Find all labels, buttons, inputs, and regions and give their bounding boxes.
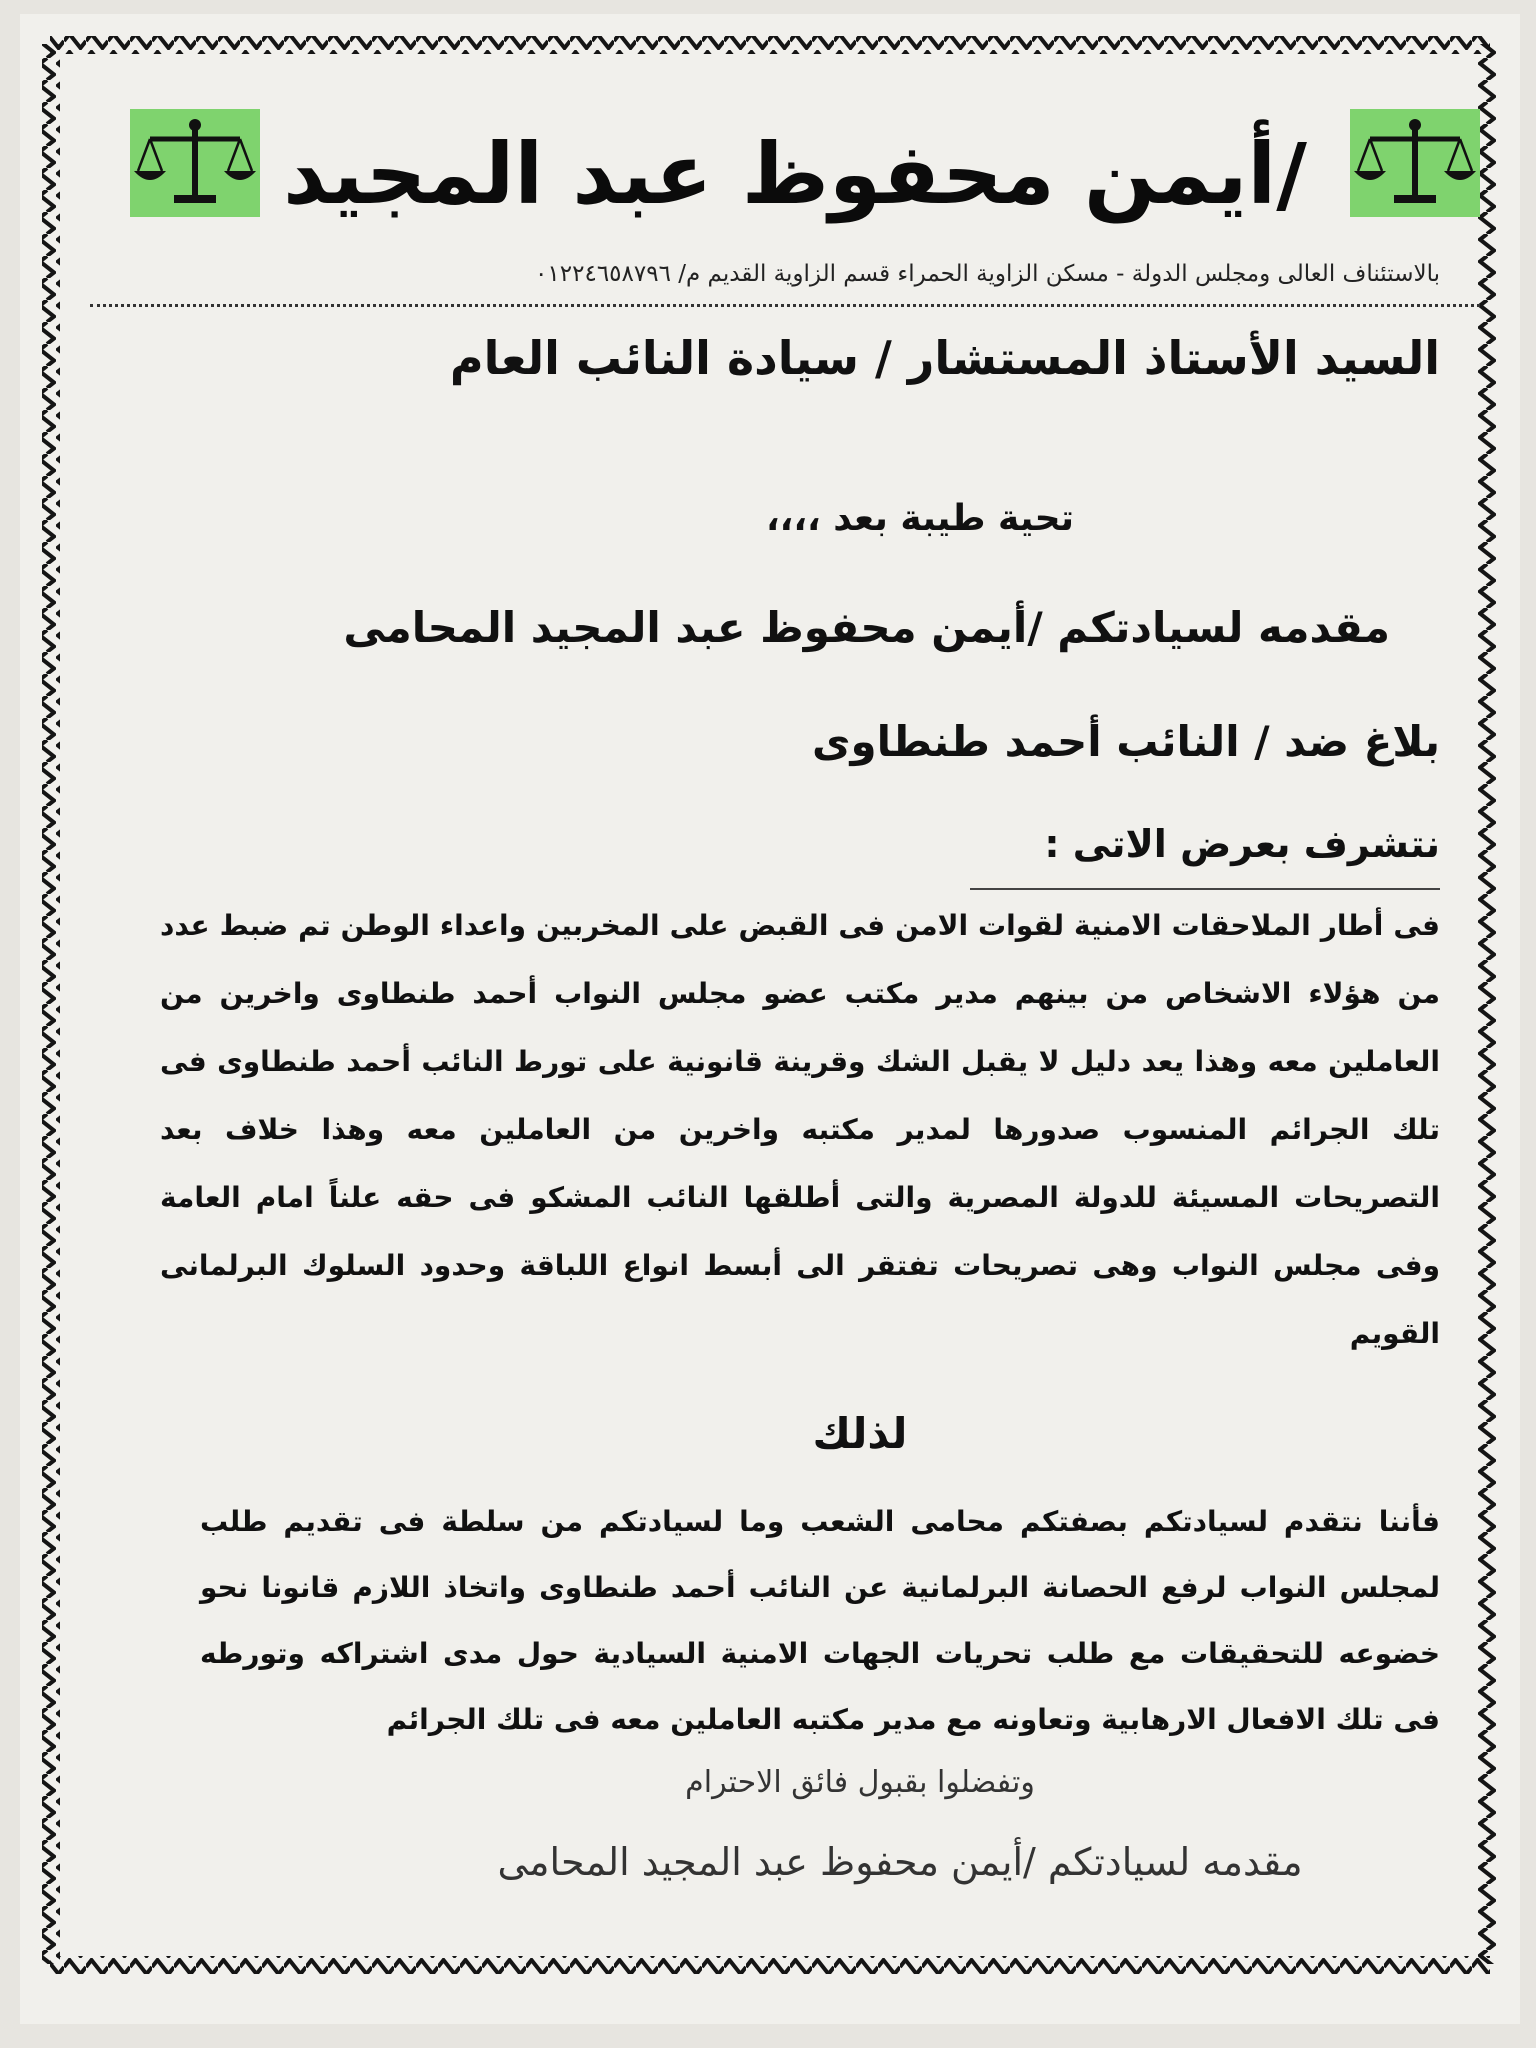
intro-line: نتشرف بعرض الاتى : bbox=[1044, 822, 1440, 866]
closing-line: وتفضلوا بقبول فائق الاحترام bbox=[685, 1765, 1035, 1800]
signature-line: مقدمه لسيادتكم /أيمن محفوظ عبد المجيد المحامى bbox=[497, 1840, 1303, 1884]
scales-of-justice-icon bbox=[130, 109, 260, 217]
complaint-subject: بلاغ ضد / النائب أحمد طنطاوى bbox=[811, 717, 1440, 766]
letterhead-address: بالاستئناف العالى ومجلس الدولة - مسكن الزاوية الحمراء قسم الزاوية القديم م/ ٠١٢٢٤٦٥٨٧٩٦ bbox=[535, 261, 1440, 287]
addressee-line: السيد الأستاذ المستشار / سيادة النائب العام bbox=[449, 331, 1440, 385]
letter-sheet bbox=[20, 14, 1520, 2024]
header-divider bbox=[90, 304, 1480, 307]
intro-underline bbox=[970, 888, 1440, 890]
request-paragraph: فأننا نتقدم لسيادتكم بصفتكم محامى الشعب وما لسيادتكم من سلطة فى تقديم طلب لمجلس النواب لرفع الحصانة البرلمانية عن النائب أحمد طنطاوى واتخاذ اللازم قانونا نحو خضوعه للتحقيقات مع طلب تحريات الجهات الامنية السيادية حول مدى اشتراكه وتورطه فى تلك الافعال الارهابية وتعاونه مع مدير مكتبه العاملين معه فى تلك الجرائم bbox=[200, 1505, 1440, 1736]
letterhead bbox=[80, 84, 1500, 234]
scales-of-justice-icon bbox=[1350, 109, 1480, 217]
section-heading: لذلك bbox=[812, 1409, 908, 1458]
letter-body: فى أطار الملاحقات الامنية لقوات الامن فى القبض على المخربين واعداء الوطن تم ضبط عدد من هؤلاء الاشخاص من بينهم مدير مكتب عضو مجلس النواب أحمد طنطاوى واخرين من العاملين معه وهذا يعد دليل لا يقبل الشك وقرينة قانونية على تورط النائب أحمد طنطاوى فى تلك الجرائم المنسوب صدورها لمدير مكتبه واخرين من العاملين معه وهذا خلاف بعد التصريحات المسيئة للدولة المصرية والتى أطلقها النائب المشكو فى حقه علناً امام العامة وفى مجلس النواب وهى تصريحات تفتقر الى أبسط انواع اللباقة وحدود السلوك البرلمانى القويم bbox=[160, 909, 1440, 1350]
submitter-line: مقدمه لسيادتكم /أيمن محفوظ عبد المجيد المحامى bbox=[343, 603, 1390, 652]
greeting-line: تحية طيبة بعد ،،،، bbox=[765, 498, 1075, 539]
lawyer-name: /أيمن محفوظ عبد المجيد bbox=[283, 125, 1307, 223]
letter-content bbox=[80, 64, 1500, 1964]
